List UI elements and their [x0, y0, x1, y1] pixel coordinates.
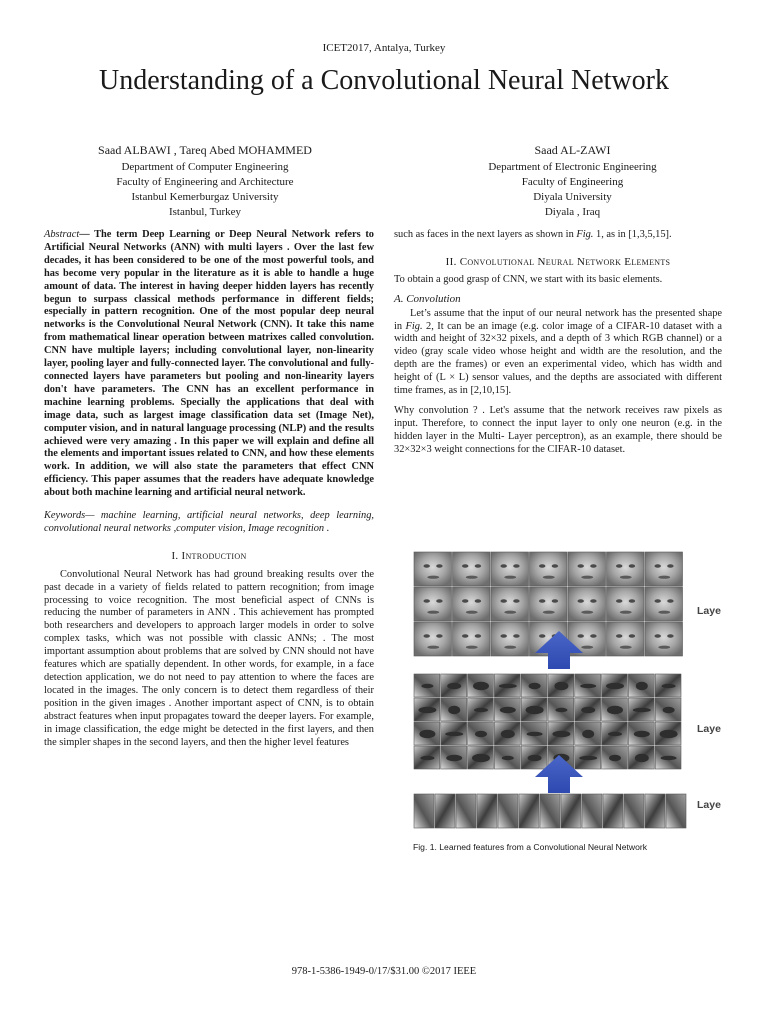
face-eye [552, 599, 558, 603]
face-feature-tile [645, 587, 683, 621]
face-feature-tile [607, 622, 645, 656]
face-eye [552, 564, 558, 568]
convolution-paragraph-1 [394, 308, 722, 398]
face-mouth [620, 611, 632, 614]
part-shape [473, 682, 489, 690]
part-shape [526, 706, 544, 714]
part-shape [635, 754, 649, 762]
face-eye [475, 634, 481, 638]
face-eye [655, 599, 661, 603]
edge-feature-tile [540, 794, 560, 828]
part-shape [609, 755, 621, 761]
subsection-heading-convolution: A. Convolution [394, 292, 461, 305]
layer-2-part-features [414, 674, 681, 769]
abstract-text: — The term Deep Learning or Deep Neural Network refers to Artificial Neural Networks (ANN) with multi layers . Over the last few decades, it has been considered to be one of the most powerful tools, and has become very popular in the literature as it is able to handle a huge amount of data. The interest in having deeper hidden layers has recently begun to surpass classical methods performance in different fields; especially in pattern recognition. One of the most popular deep neural networks is the Convolutional Neural Network (CNN). It take this name from mathematical linear operation between matrixes called convolution. CNN have multiple layers; including convolutional layer, non-linearity layer, pooling layer and fully-connected layer. The convolutional and fully- connected layers have parameters but pooling and non-linearity layers don't have parameters. The CNN has an excellent performance in machine learning problems. Specially the applications that deal with image data, such as largest image classification data set (Image Net), computer vision, and in natural language processing (NLP) and the results achieved were very amazing . In this paper we will explain and define all the elements and important issues related to CNN, and how these elements work. In addition, we will also state the parameters that effect CNN efficiency. This paper assumes that the readers have adequate knowledge about both machine learning and artificial neural network. [44, 229, 374, 499]
face-eye [424, 599, 430, 603]
face-eye [667, 634, 673, 638]
face-feature-tile [453, 552, 491, 586]
face-eye [629, 599, 635, 603]
part-shape [500, 707, 516, 713]
face-mouth [581, 611, 593, 614]
face-eye [655, 634, 661, 638]
affiliation-line: Department of Electronic Engineering [488, 161, 657, 173]
face-feature-tile [568, 587, 606, 621]
face-eye [616, 564, 622, 568]
face-eye [616, 634, 622, 638]
face-mouth [543, 611, 555, 614]
face-eye [667, 564, 673, 568]
part-shape [661, 756, 677, 760]
face-mouth [620, 646, 632, 649]
affiliation-line: Department of Computer Engineering [121, 161, 289, 173]
part-shape [528, 755, 542, 761]
face-mouth [427, 576, 439, 579]
part-shape [634, 731, 650, 737]
face-eye [475, 564, 481, 568]
author-block-1 [50, 143, 360, 220]
learned-features-figure [408, 547, 726, 837]
figure-reference: Fig. [576, 229, 594, 240]
layer-label: Laye [697, 605, 721, 617]
face-eye [539, 634, 545, 638]
introduction-paragraph: Convolutional Neural Network has had ground breaking results over the past decade in a variety of fields related to pattern recognition; from image processing to voice recognition. The most beneficial aspect of CNNs is reducing the number of parameters in ANN . This achievement has prompted both researchers and developers to approach larger models in order to solve complex tasks, which was not possible with classic ANNs; . The most important assumption about problems that are solved by CNN should not have features which are spatially dependent. In other words, for example, in a face detection application, we do not need to pay attention to where the faces are located in the images. The only concern is to detect them regardless of their position in the given images . Another important aspect of CNN, is to obtain abstract features when input propagates toward the deeper layers. For example, in image classification, the edge might be detected in the first layers, and then the simpler shapes in the second layers, and then the higher level features [44, 568, 374, 748]
layer-1-edge-features [414, 794, 686, 828]
figure-1 [408, 547, 726, 837]
layer-label: Laye [697, 799, 721, 811]
face-eye [616, 599, 622, 603]
edge-feature-tile [498, 794, 518, 828]
face-eye [424, 634, 430, 638]
face-eye [590, 564, 596, 568]
keywords-label: Keywords [44, 510, 86, 522]
figure-reference: Fig. [405, 320, 423, 332]
part-shape [421, 684, 433, 688]
affiliation-line: Istanbul, Turkey [168, 206, 242, 218]
face-eye [513, 599, 519, 603]
part-shape [447, 683, 461, 689]
layer-label: Laye [697, 723, 721, 735]
affiliation-line: Diyala University [533, 191, 612, 203]
edge-feature-tile [561, 794, 581, 828]
face-eye [629, 564, 635, 568]
face-feature-tile [491, 552, 529, 586]
face-feature-tile [568, 552, 606, 586]
part-shape [445, 732, 463, 736]
part-shape [555, 708, 567, 712]
face-mouth [504, 646, 516, 649]
part-shape [420, 756, 434, 760]
face-mouth [466, 646, 478, 649]
intro-continuation-text: such as faces in the next layers as shown in [394, 229, 577, 240]
keywords-text: — machine learning, artificial neural networks, deep learning, convolutional neural networks ,computer vision, Image recognition . [44, 510, 374, 534]
face-eye [501, 634, 507, 638]
part-shape [633, 708, 651, 712]
figure-caption: Fig. 1. Learned features from a Convolutional Neural Network [413, 842, 648, 852]
face-eye [578, 599, 584, 603]
face-eye [513, 564, 519, 568]
part-shape [499, 684, 517, 688]
affiliation-line: Istanbul Kemerburgaz University [131, 191, 279, 203]
section2-intro: To obtain a good grasp of CNN, we start with its basic elements. [394, 273, 663, 285]
face-mouth [543, 576, 555, 579]
part-shape [418, 707, 436, 713]
right-column [394, 229, 722, 457]
face-mouth [466, 576, 478, 579]
face-mouth [581, 646, 593, 649]
layer-3-face-features [414, 552, 683, 656]
affiliation-line: Diyala , Iraq [544, 206, 601, 218]
edge-feature-tile [435, 794, 455, 828]
face-eye [436, 599, 442, 603]
face-eye [501, 599, 507, 603]
section-heading-cnn-elements: II. Convolutional Neural Network Elements [445, 255, 671, 268]
face-feature-tile [530, 587, 568, 621]
edge-feature-tile [477, 794, 497, 828]
face-eye [539, 564, 545, 568]
part-shape [607, 706, 623, 714]
face-feature-tile [607, 587, 645, 621]
footer-copyright: 978-1-5386-1949-0/17/$31.00 ©2017 IEEE [291, 966, 477, 977]
part-shape [636, 682, 648, 690]
face-mouth [504, 611, 516, 614]
face-mouth [427, 611, 439, 614]
part-shape [581, 707, 595, 713]
face-feature-tile [414, 622, 452, 656]
edge-feature-tile [603, 794, 623, 828]
face-eye [667, 599, 673, 603]
edge-feature-tile [414, 794, 434, 828]
face-eye [501, 564, 507, 568]
edge-feature-tile [582, 794, 602, 828]
venue-line: ICET2017, Antalya, Turkey [322, 42, 446, 54]
face-eye [590, 599, 596, 603]
face-feature-tile [530, 552, 568, 586]
section-heading-introduction: I. Introduction [171, 549, 247, 562]
part-shape [501, 730, 515, 738]
face-feature-tile [414, 552, 452, 586]
part-shape [606, 683, 624, 689]
part-shape [582, 730, 594, 738]
left-column [44, 229, 374, 749]
face-eye [590, 634, 596, 638]
part-shape [527, 732, 543, 736]
face-eye [462, 634, 468, 638]
edge-feature-tile [645, 794, 665, 828]
face-mouth [427, 646, 439, 649]
face-eye [578, 564, 584, 568]
part-shape [472, 754, 490, 762]
part-shape [580, 684, 596, 688]
face-feature-tile [453, 622, 491, 656]
abstract [44, 229, 374, 500]
convolution-paragraph-2: Why convolution ? . Let's assume that the network receives raw pixels as input. Therefore, to connect the input layer to only one neuron (e.g. in the hidden layer in the Multi- Layer perceptron), as an example, there should be 32×32×3 weight connections for the CIFAR-10 dataset. [394, 404, 722, 455]
face-mouth [658, 576, 670, 579]
face-mouth [504, 576, 516, 579]
part-shape [446, 755, 462, 761]
face-eye [475, 599, 481, 603]
face-eye [655, 564, 661, 568]
convolution-text: Let’s assume that the input of our neural network has the presented shape in [394, 307, 722, 332]
face-mouth [620, 576, 632, 579]
part-shape [554, 682, 568, 690]
part-shape [419, 730, 435, 738]
part-shape [529, 683, 541, 689]
face-feature-tile [607, 552, 645, 586]
face-eye [436, 564, 442, 568]
face-feature-tile [491, 622, 529, 656]
part-shape [660, 730, 678, 738]
face-eye [629, 634, 635, 638]
part-shape [474, 708, 488, 712]
face-eye [462, 599, 468, 603]
part-shape [552, 731, 570, 737]
paper-title: Understanding of a Convolutional Neural Network [99, 65, 669, 96]
face-eye [436, 634, 442, 638]
face-eye [578, 634, 584, 638]
part-shape [502, 756, 514, 760]
part-shape [663, 707, 675, 713]
edge-feature-tile [519, 794, 539, 828]
part-shape [475, 731, 487, 737]
intro-continuation-text: 1, as in [1,3,5,15]. [593, 229, 672, 240]
face-eye [539, 599, 545, 603]
part-shape [662, 684, 676, 688]
intro-continuation [394, 229, 722, 242]
face-feature-tile [645, 552, 683, 586]
face-eye [462, 564, 468, 568]
edge-feature-tile [456, 794, 476, 828]
abstract-label: Abstract [44, 229, 80, 240]
author-names: Saad ALBAWI , Tareq Abed MOHAMMED [98, 143, 312, 157]
edge-feature-tile [624, 794, 644, 828]
face-mouth [466, 611, 478, 614]
face-mouth [658, 611, 670, 614]
part-shape [448, 706, 460, 714]
face-eye [513, 634, 519, 638]
part-shape [608, 732, 622, 736]
affiliation-line: Faculty of Engineering and Architecture [116, 176, 294, 188]
affiliation-line: Faculty of Engineering [521, 176, 624, 188]
face-feature-tile [414, 587, 452, 621]
convolution-text: 2, It can be an image (e.g. color image of a CIFAR-10 dataset with a width and height of 32×32 pixels, and a depth of 3 which RGB channel) or a video (gray scale video whose height and width are the resolution, and the depth are the frames) or even an experimental video, which has width and height of (L × L) sensor values, and the depths are associated with different time frames, as in [2,10,15]. [394, 320, 723, 397]
face-feature-tile [453, 587, 491, 621]
keywords [44, 510, 374, 536]
author-block-2 [420, 143, 725, 220]
edge-feature-tile [666, 794, 686, 828]
face-feature-tile [645, 622, 683, 656]
part-shape [579, 756, 597, 760]
face-eye [424, 564, 430, 568]
face-mouth [658, 646, 670, 649]
face-feature-tile [491, 587, 529, 621]
author-names: Saad AL-ZAWI [534, 143, 611, 157]
face-mouth [581, 576, 593, 579]
